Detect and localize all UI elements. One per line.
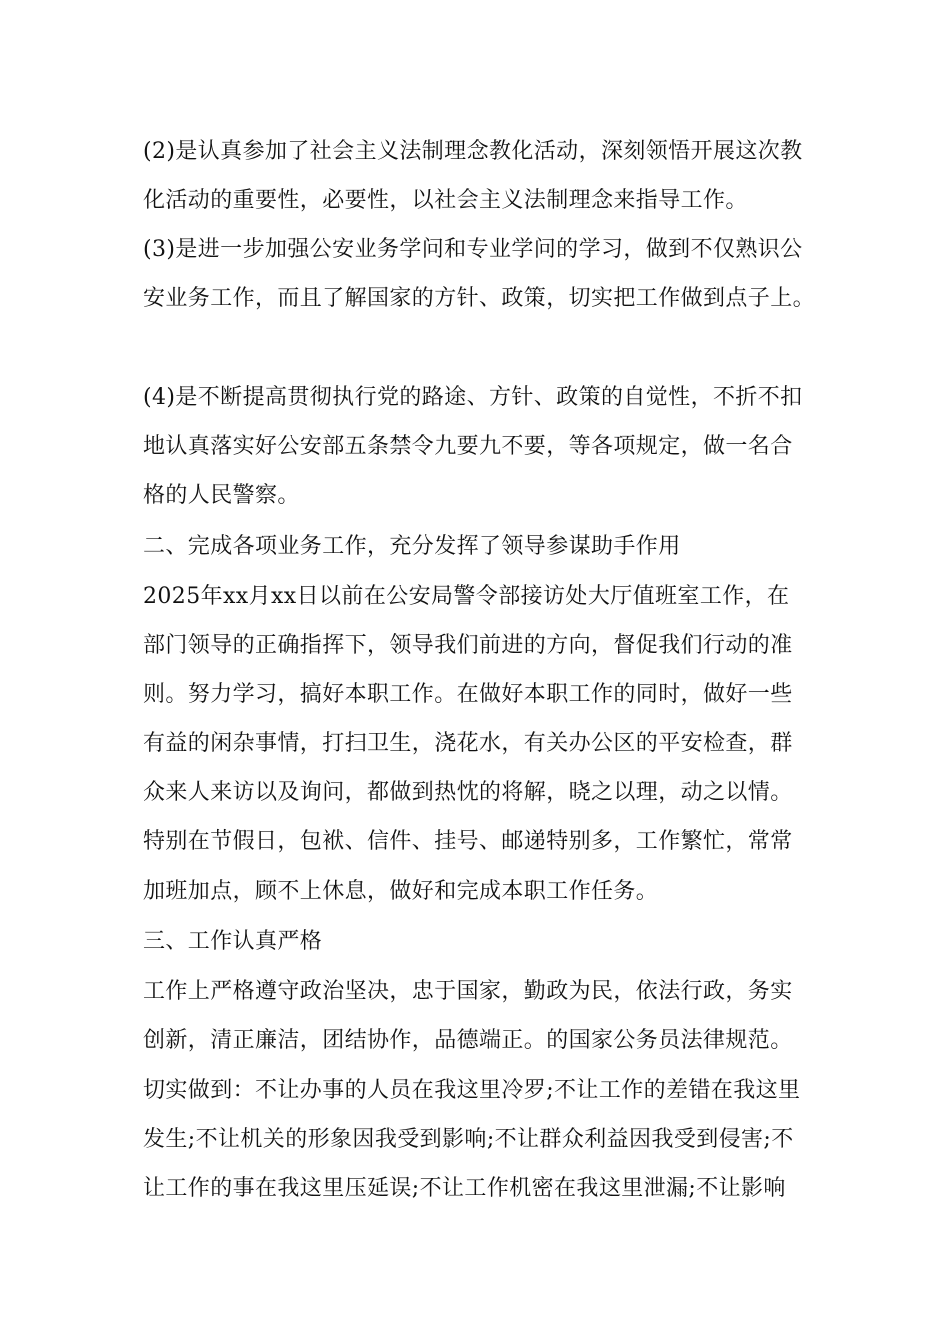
paragraph-line: 众来人来访以及询问，都做到热忱的将解，晓之以理，动之以情。 [143,780,793,805]
section-heading: 二、完成各项业务工作，充分发挥了领导参谋助手作用 [143,534,681,559]
paragraph-line: 切实做到：不让办事的人员在我这里冷罗;不让工作的差错在我这里 [143,1078,801,1103]
paragraph-line: (4)是不断提高贯彻执行党的路途、方针、政策的自觉性，不折不扣 [143,385,803,410]
paragraph-line: 地认真落实好公安部五条禁令九要九不要，等各项规定，做一名合 [143,434,793,459]
paragraph-line: 让工作的事在我这里压延误;不让工作机密在我这里泄漏;不让影响 [143,1176,786,1201]
paragraph-line: 安业务工作，而且了解国家的方针、政策，切实把工作做到点子上。 [143,286,816,311]
paragraph-line: 则。努力学习，搞好本职工作。在做好本职工作的同时，做好一些 [143,682,793,707]
paragraph-line: 有益的闲杂事情，打扫卫生，浇花水，有关办公区的平安检查，群 [143,731,793,756]
paragraph-line: 加班加点，顾不上休息，做好和完成本职工作任务。 [143,879,659,904]
paragraph-line: (2)是认真参加了社会主义法制理念教化活动，深刻领悟开展这次教 [143,139,803,164]
paragraph-line: 格的人民警察。 [143,483,300,508]
paragraph-line: 2025年xx月xx日以前在公安局警令部接访处大厅值班室工作，在 [143,584,790,609]
paragraph-line: 创新，清正廉洁，团结协作，品德端正。的国家公务员法律规范。 [143,1028,793,1053]
paragraph-line: 部门领导的正确指挥下，领导我们前进的方向，督促我们行动的准 [143,633,793,658]
section-heading: 三、工作认真严格 [143,929,323,954]
paragraph-line: 工作上严格遵守政治坚决，忠于国家，勤政为民，依法行政，务实 [143,979,793,1004]
paragraph-line: 化活动的重要性，必要性，以社会主义法制理念来指导工作。 [143,188,748,213]
paragraph-line: 特别在节假日，包袱、信件、挂号、邮递特别多，工作繁忙，常常 [143,829,793,854]
paragraph-line: (3)是进一步加强公安业务学问和专业学问的学习，做到不仅熟识公 [143,237,803,262]
paragraph-line: 发生;不让机关的形象因我受到影响;不让群众利益因我受到侵害;不 [143,1127,794,1152]
